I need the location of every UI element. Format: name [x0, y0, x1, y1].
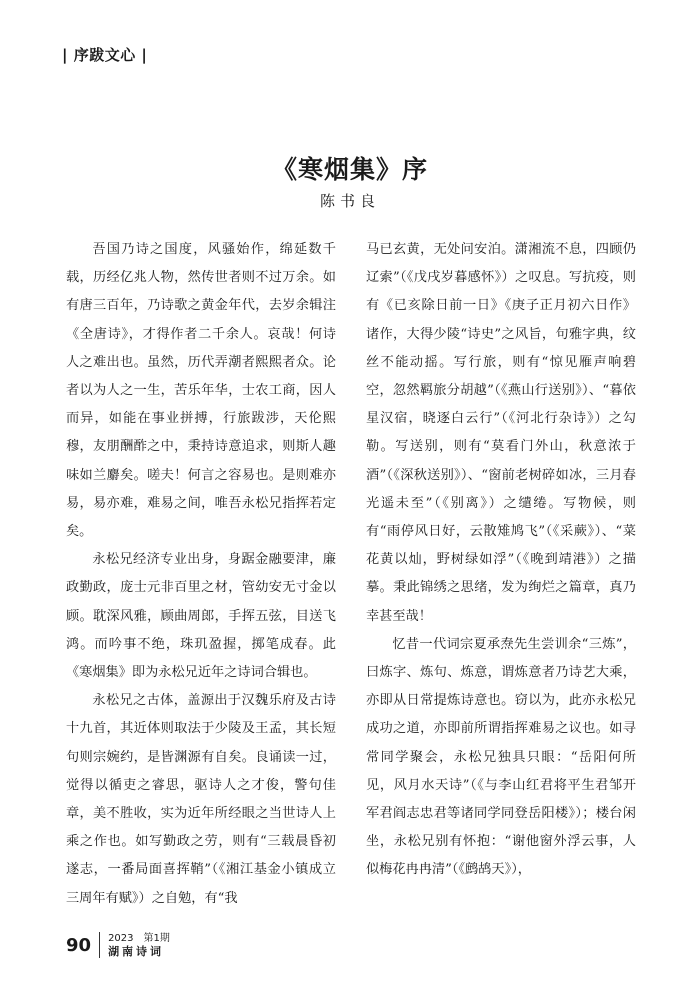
page-number: 90 [66, 934, 92, 956]
article-title: 《寒烟集》序 [271, 155, 428, 184]
paragraph: 忆昔一代词宗夏承焘先生尝训余“三炼”，曰炼字、炼句、炼意，谓炼意者乃诗艺大乘，亦即从日常提炼诗意也。窃以为，此亦永松兄成功之道，亦即前所谓指挥难易之议也。如寻常同学聚会，永松兄独具只眼：“岳阳何所见，风月水天诗”（《与李山红君将平生君邹开军君阎志忠君等诸同学同登岳阳楼》）；楼台闲坐，永松兄别有怀抱：“谢他窗外浮云事，人似梅花冉冉清”（《鹧鸪天》）， [366, 636, 636, 878]
section-label: | 序跋文心 | [62, 46, 148, 64]
paragraph: 永松兄之古体，盖源出于汉魏乐府及古诗十九首，其近体则取法于少陵及王孟，其长短句则宗婉约，是皆渊源有自矣。良诵读一过，觉得以循吏之睿思，驱诗人之才俊，警句佳章，美不胜收，实为近年所经眼之当世诗人上乘之作也。如写勤政之劳，则有“三载晨昏初遂志，一番局面喜挥鞘”（《湘江基金小镇成立三周年有赋》）之自勉，有“我 [66, 693, 336, 906]
paragraph: 马已玄黄，无处问安泊。潇湘流不息，四顾仍辽索”（《戊戌岁暮感怀》）之叹息。写抗疫，则有《已亥除日前一日》《庚子正月初六日作》诸作，大得少陵“诗史”之风旨，句雅字典，纹丝不能动摇。写行旅，则有“惊见雁声响碧空，忽然羁旅分胡越”（《燕山行送别》）、“暮依星汉宿，晓逐白云行”（《河北行杂诗》）之勾勒。写送别，则有“莫看门外山，秋意浓于酒”（《深秋送别》）、“窗前老树碎如冰，三月春光遥未至”（《别离》）之缱绻。写物候，则有“雨停风日好，云散雉鸠飞”（《采蕨》）、“菜花黄以灿，野树绿如浮”（《晚到靖港》）之描摹。秉此锦绣之思绪，发为绚烂之篇章，真乃幸甚至哉！ [366, 242, 636, 624]
page-footer [66, 928, 170, 962]
article-author: 陈书良 [319, 192, 380, 210]
left-column [66, 236, 336, 913]
footer-divider [99, 932, 100, 958]
issue-label: 2023 第1期 [108, 932, 170, 944]
right-column [366, 236, 636, 885]
journal-name: 湖南诗词 [108, 944, 165, 958]
paragraph: 永松兄经济专业出身，身踞金融要津，廉政勤政，庞士元非百里之材，管幼安无寸金以顾。耽深风雅，顾曲周郎，手挥五弦，目送飞鸿。而吟事不绝，珠玑盈握，掷笔成春。此《寒烟集》即为永松兄近年之诗词合辑也。 [66, 552, 336, 681]
footer-issue-block [108, 932, 170, 959]
paragraph: 吾国乃诗之国度，风骚始作，绵延数千载，历经亿兆人物，然传世者则不过万余。如有唐三百年，乃诗歌之黄金年代，去岁余辑注《全唐诗》，才得作者二千余人。哀哉！何诗人之难出也。虽然，历代弄潮者熙熙者众。论者以为人之一生，苦乐年华，士农工商，因人而异，如能在事业拼搏，行旅跋涉，天伦熙穆，友朋酬酢之中，秉持诗意追求，则斯人趣味如兰麝矣。嗟夫！何言之容易也。是则难亦易，易亦难，难易之间，唯吾永松兄指挥若定矣。 [66, 242, 336, 540]
